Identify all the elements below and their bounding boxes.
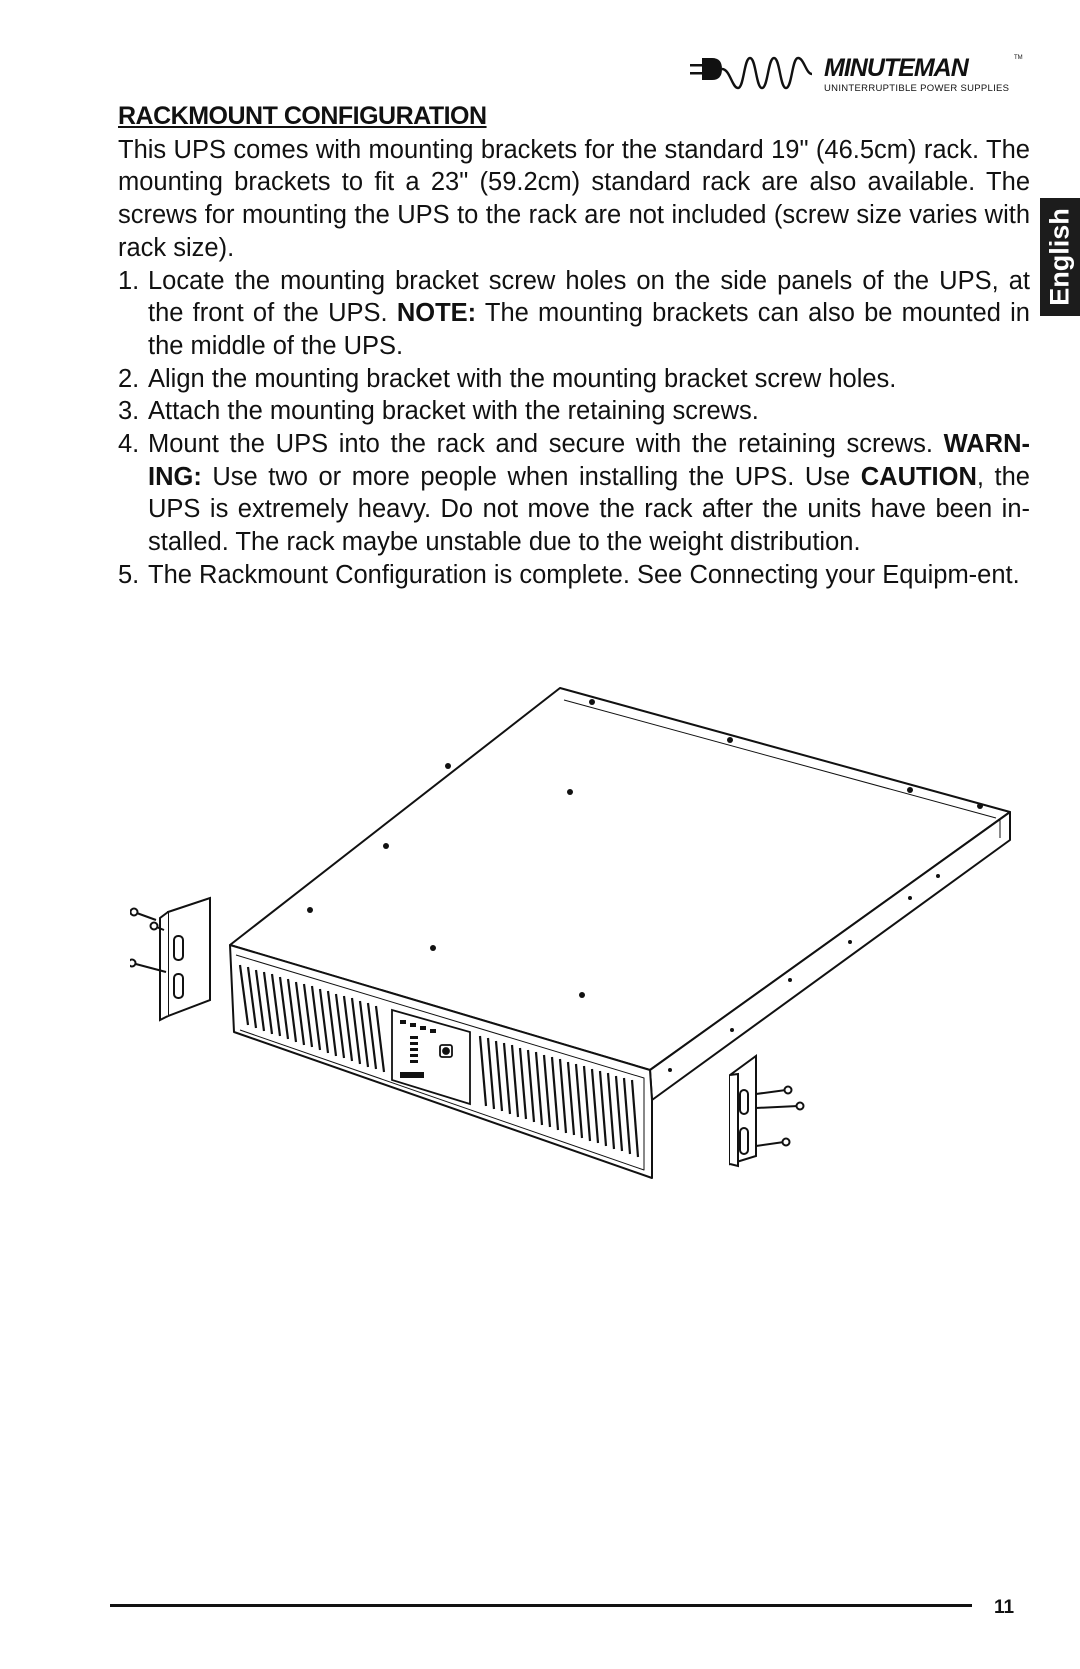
ups-rackmount-illustration [130, 680, 1030, 1240]
step-number: 2. [118, 364, 140, 393]
language-label: English [1044, 208, 1075, 306]
page-number: 11 [994, 1597, 1015, 1618]
intro-paragraph: This UPS comes with mounting brackets for the standard 19" (46.5cm) rack. The mounting brackets to fit a 23" (59.2cm) standard rack are also available. The screws for mounting the UPS to the rack are not included (screw size varies with rack size). [118, 135, 1030, 262]
left-mounting-bracket [160, 898, 210, 1020]
brand-logo [684, 50, 1024, 96]
footer-rule [110, 1604, 972, 1607]
note-label: NOTE: [396, 299, 477, 328]
list-item [118, 363, 1030, 396]
right-bracket-screws [756, 1087, 804, 1147]
language-tab [1040, 198, 1080, 316]
step-text: The Rackmount Configuration is complete. See Connecting your Equipm-ent. [148, 560, 1020, 589]
step-text: The mounting brackets can also be mounted in the middle of the UPS. [148, 299, 1030, 360]
warning-label: WARN-ING: [148, 430, 1030, 491]
step-text: Use two or more people when installing the UPS. Use [201, 462, 861, 491]
list-item [118, 265, 1030, 363]
brand-name: MINUTEMAN [824, 54, 968, 82]
step-text: Align the mounting bracket with the mounting bracket screw holes. [148, 364, 897, 393]
step-text: Attach the mounting bracket with the retaining screws. [148, 397, 759, 426]
step-text: Mount the UPS into the rack and secure with the retaining screws. [148, 430, 944, 459]
list-item [118, 428, 1030, 559]
plug-wave-icon [684, 50, 824, 96]
section-body [118, 100, 1030, 592]
section-heading: RACKMOUNT CONFIGURATION [118, 102, 487, 130]
step-number: 4. [118, 430, 140, 459]
caution-label: CAUTION [860, 462, 977, 491]
steps-list [118, 265, 1030, 592]
list-item [118, 395, 1030, 428]
list-item [118, 559, 1030, 592]
step-number: 5. [118, 560, 140, 589]
trademark-mark: TM [1014, 55, 1023, 61]
brand-tagline: UNINTERRUPTIBLE POWER SUPPLIES [824, 83, 1010, 94]
right-mounting-bracket [730, 1056, 756, 1166]
step-text: Locate the mounting bracket screw holes on the side panels of the UPS, at the front of the UPS. [148, 266, 1030, 328]
step-text: , the UPS is extremely heavy. Do not move the rack after the units have been in-stalled. The rack maybe unstable due to the weight distribution. [148, 462, 1030, 557]
step-number: 1. [118, 266, 140, 295]
step-number: 3. [118, 397, 140, 426]
